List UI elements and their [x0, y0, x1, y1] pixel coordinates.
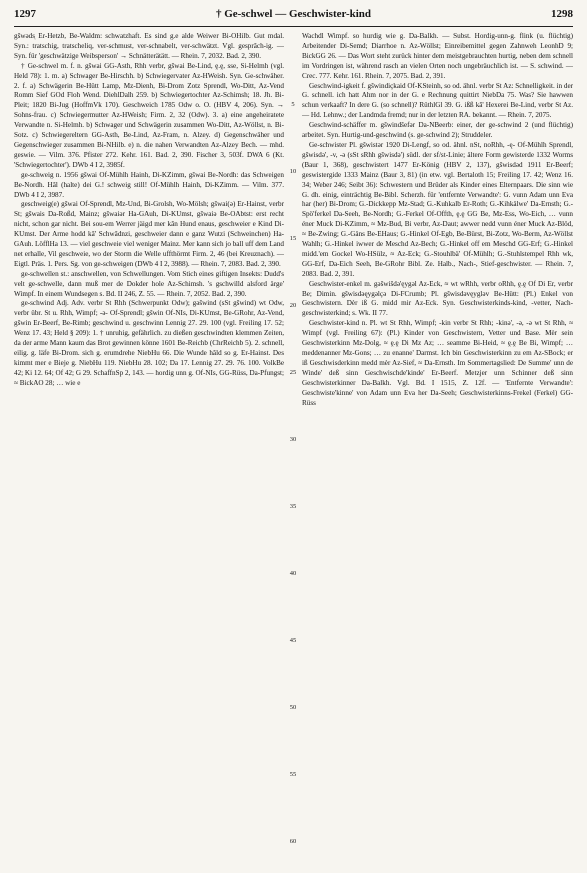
entry-geschwindigkeit: Geschwind-igkeit f. gšwindiçkaid Of-KSteinh, so od. ähnl. verbr St Az: Schnelligkeit. in der G. schnell. ich hatt Ahm nor in der G. e Rechnung quittirt NiebDa 75. Was? Sie hawwen schun verkaaft? In dere G. (so schnell)? RüthlGl 39. G. ißß kâ' Hexerei Be-Lind, verbr St Az. — Hd. Lehnw.; der Landmda fremd; nur in der letzten RA. bekannt. — Rhein. 7, 2075.	[302, 81, 573, 120]
page-number-left: 1297	[14, 8, 36, 20]
line-number-gutter	[284, 32, 302, 865]
entry-ge-schwister: Ge-schwister Pl. gšwistər 1920 Di-Lengf, so od. ähnl. nSt, noRhh, -ę- Of-Mühlh Sprendl, gšwisdə', -v, -ə (sSt sRhh gšwisdə') südl. der sf/st-Linie; ältere Form gewisterde 1332 Worms (Baur 1, 368), geschwistert 1477 Er-König (HBV 2, 137), gšwisdəd 1911 Er-Beerf; geswistergide 1333 Mainz (Baur 3, 81) (in etw. vgl. Bertaloth 15; Freiling 17. 42; Wenz 16. 34; Weber 246; Seibt 36): Schwestern und Brüder als Kinder eines Elternpaars. Die sinn wie G. dh. einig, einträchtig Be-Bibl. Scherzh. für 'entfernte Verwandte': G. vunn Adam unn Eva har (her) Bi-Drom; G.-Dickkepp Mz-Stad; G.-Kuhkalb Er-Roth; G.-Kihkälwe' Da-Ernsth; G.-Spö'ferkel Da-Seeh, Be-Nordh; G.-Ferkel Of-Offth, ḙ.ḙ GG Be, Mz-Ess, Wo-Eich, … vunn éner Muck Di-KZimm, ≈ Mz-Bud, Bi verbr, Az-Daut; awwer nedd vunn éner Muck Az-Blöd, ≈ Be-Zwing; G.-Gäns Be-EHaus; G.-Hinkel Of-Egb, Be-Bürst, Bi-Zotz, Wo-Berm, Az-Wöllst Wahlh; G.-Hinkel iwwer de Meschd Az-Bech; G.-Hinkel off em Meschd GG-Erf; G.-Hinkel midd.'em Gockel Wo-HSülz, ≈ Az-Eck; G.-Stouhlbä' Of-Mühlh; G.-Stuhlstempel Rhh wk, GG-Erf, Da-Eich Seeh, Be-GRohr Bibl. Ze. Halb., Nach-, Stief-geschwister. — Rhein. 7, 2083. Bad. 2, 391.	[302, 140, 573, 278]
line-number: 15	[289, 235, 297, 242]
line-number: 55	[289, 771, 297, 778]
line-number: 40	[289, 570, 297, 577]
entry-ge-schwellen: ge-schwellen st.: anschwellen, von Schwellungen. Vom Stich eines giftigen Insekts: Dudd's velt ge-schwelle, dann muß mer de Dokder hole Az-Schimsh. 's gschwilld alsford ärge' Wimpf. In einem Wundsegen s. Bd. II 246, Z. 55. — Rhein. 7, 2052. Bad. 2, 390.	[14, 269, 284, 298]
entry-geschwister-enkel: Geschwister-enkel m. gəšwišdə'ęygəl Az-Eck, ≈ wt wRhh, verbr oRhh, ḙ.ḙ Of Di Er, verbr Be; Dimin. gšwisdəęygəlçə Di-FCrumb; Pl. gšwisdəvęygləv Be-Hütt: (Pl.) Enkel von Geschwistern. Dèr iß G. midd mir Az-Eck. Syn. Geschwisterkinds-kind, -vetter, Nach-geschwisterkind; s. Wk. II 77.	[302, 279, 573, 318]
entry-geschwister-kind: Geschwister-kind n. Pl. wt St Rhh, Wimpf; -kin verbr St Rhh; -kinə', -ə, -ə wt St Rhh, ≈ Wimpf (vgl. Freiling 67): (Pl.) Kinder von Geschwistern, Vetter und Base. Mèr sein Geschwisterkinn Mz-Dolg, ≈ ḙ.ḙ Di Mz Az; … seamme Bi-Heid, ≈ ḙ.ḙ Be Bi, Wimpf; … meddenanner Mz-Gons; … zu enanne' Darmst. Ich bin Geschwisterkinn zu em Az-SBock; er iß Geschwisderkinn medd mèr Az-Sief, ≈ Da-Ernsth. Im Sommertagslied: De Summe' unn de Winde' deß sinn Geschwischde'kinde' Er-Beerf. Metzjer unn Schinner deß sinn Geschwisterkinner Da-Balkh. Vgl. Bd. I 1515, Z. 12f. — 'Entfernte Verwandte': Geschwiste'kinne' von Adam unn Eva her Da-Seeh; Geschwisterkinns-Frekel (Ferkel) GG-Rüss	[302, 319, 573, 407]
line-number: 30	[289, 436, 297, 443]
line-number: 45	[289, 637, 297, 644]
line-number: 35	[289, 503, 297, 510]
entry-ge-schwind: ge-schwind Adj. Adv. verbr St Rhh (Schwerpunkt Odw); gəšwind (sSt gšwind) wt Odw, verbr übr. St u. Rhh, Wimpf; -ə- Of-Sprendl; gšwin Of-NIs, Di-KUmst, Be-GRohr, Az-Vend, gšwin Er-Beerf, Be-Rimb; geschwind u. geschwinn Lennig 27. 29. 100 (vgl. Freiling 17. 52; Wenz 17. 43; Held § 209): 1. † unruhig, gefährlich. zu dießen geschwindten klemmen Zeiten, da der arme Mann kaum das Brot gewinnen könne 1601 Be-Reichb (ChrReichb 5). 2. schnell, eilig. g. läfe Bi-Drom. sich g. erumdrehe NiebHu 66. Die Wunde hâld so g. Er-Hainst. Des kimmt mer e Bieje g. NiebHu 119. NiebHu 28. 102; Da 17. Lennig 27. 29. 76. 100. VolkBe 42; Ki 12. 64; Of 42; G 29. SchaffnSp 2, 143. — hordig unn g. Of-NIs, GG-Rüss, Da-Pfungst; ≈ BickAO 28; … wie e	[14, 299, 284, 387]
left-column	[14, 32, 284, 865]
page-header	[14, 8, 573, 24]
page-number-right: 1298	[551, 8, 573, 20]
entry-geschwind-schaeffer: Geschwind-schäffer m. gšwindšefər Da-NBeerb: einer, der ge-schwind 2 (und flüchtig) arbeitet. Syn. Hurtig-und-geschwind (s. ge-schwind 2); Struddeler.	[302, 121, 573, 140]
running-title: † Ge-schwel — Geschwister-kind	[215, 8, 372, 20]
right-column	[302, 32, 573, 865]
line-number: 50	[289, 704, 297, 711]
line-number: 25	[289, 369, 297, 376]
line-number: 20	[289, 302, 297, 309]
entry-ge-schwind-cont: Wachdl Wimpf. so hurdig wie g. Da-Balkh. — Subst. Hordig-unn-g. flink (u. flüchtig) Arbeitender Di-Semd; Diarrhoe n. Az-Wöllst; Einreibemittel gegen Zahnweh LeonhD 9; BickGG 26. — Das Wort steht zurück hinter dem meistgebrauchten hurtig, neben dem schnell im Vordringen ist, während rasch an vielen Orten noch ungebräuchlich ist. — S. schwind. — Crec. 777. Kehr. 161. Rhein. 7, 2075. Bad. 2, 391.	[302, 32, 573, 80]
line-number: 60	[289, 838, 297, 845]
header-rule	[14, 26, 573, 27]
entry-ge-schweig: ge-schweig n. 1956 gšwai Of-Mühlh Hainh, Di-KZimm, gšwai Be-Nordh: das Schweigen Be-Nordh. Hâl (halte) dei G.! schweig still! Of-Mühlh Hainh, Di-KZimm. — Vilm. 377. DWb 4 I 2, 3987.	[14, 170, 284, 199]
line-number: 10	[289, 168, 297, 175]
entry-ge-schwei: † Ge-schwel m. f. n. gšwai GG-Asth, Rhh verbr, gšwai Be-Lind, ḙ.ḙ, sse, Si-Helmh (vgl. Held 78): 1. m. a) Schwager Be-Hirschh. b) Schwiegervater Az-HWeish. Syn. Ge-schwäher. 2. f. a) Schwägerin Be-Hütt Lamp, Mz-Dienh, Bi-Drom Zotz Sprendl, Wo-Ditt, Az-Vend Romm Sief GOd Floh Wend. DiehlDalh 259. b) Schwiegertochter Az-Schimsh; 18. Jh. Bi-Pleit; 1820 Bi-Jug (HoffmVk 170). Geschweich 1785 Odw o. O. (HBV 4, 206). Syn. → Sohns-frau. c) Schwiegermutter Az-HWeish; Firm. 2, 32 (Odw). 3. a) eine angeheiratete Verwandte n. Si-Helmh. b) Schwager und Schwägerin zusammen Wo-Ditt, Az-Wöllst, n. Bi-Sotz. c) Schwiegereltern GG-Asth, Be-Lind, Az-Fram, n. Alzey. d) Gegenschwäher und Gegenschwieger zusammen Bi-NHilb. e) n. die nahen Verwandten Az-Alzey Bech. — mhd. geswie. — Vilm. 376. Pfister 272. Kehr. 161. Bad. 2, 390. Fischer 3, 503f. DWA 6 (Kt. 'Schwiegertochter'). DWb 4 I 2, 3985f.	[14, 61, 284, 169]
entry-geschweige: geschweig(e) gšwai Of-Sprendl, Mz-Und, Bi-Grolsh, Wo-Mölsh; gšwai(ə) Er-Hainst, verbr St; gšwais Da-Roßd, Mainz; gšwaiər Ha-GAuh, Di-KUmst, gšwaiə Be-OAbtst: erst recht nicht, schon gar nicht. Bei sou-em Werrer jäigd mer kân Hund enaus, geschweier e Kind Di-KUmst. Der Arme hodd kâ' Schwâdnzi, geschweier dann e ganz Wutzi (Schweinchen) Ha-GAuh. LöfflHa 13. — viel geschweie viel weniger Mainz. Mer kann sich jo ball uff dem Land net erhalle, Vil geschweie, wo der Storm die Welle uffthörmt Firm. 2, 46 (bei Kreuznach). — Eigtl. Präs. 1. Pers. Sg. von ge-schweigen (DWb 4 I 2, 3988). — Rhein. 7, 2083. Bad. 2, 390.	[14, 200, 284, 268]
entry-geschwaetzig: gšwəds̜ Er-Hetzb, Be-Waldm: schwatzhaft. Es sind g.e alde Weiwer Bi-OHilb. Gut mdal. Syn.: tratschig, tratscheliq, ver-schmust, ver-schnabelt, ver-schwätzt. Vgl. gesprâch-ig. — Syn. für 'geschwätzige Weibsperson' → Schnätterätätt. — Rhein. 7, 2032. Bad. 2, 390.	[14, 32, 284, 60]
line-number: 5	[291, 101, 295, 108]
